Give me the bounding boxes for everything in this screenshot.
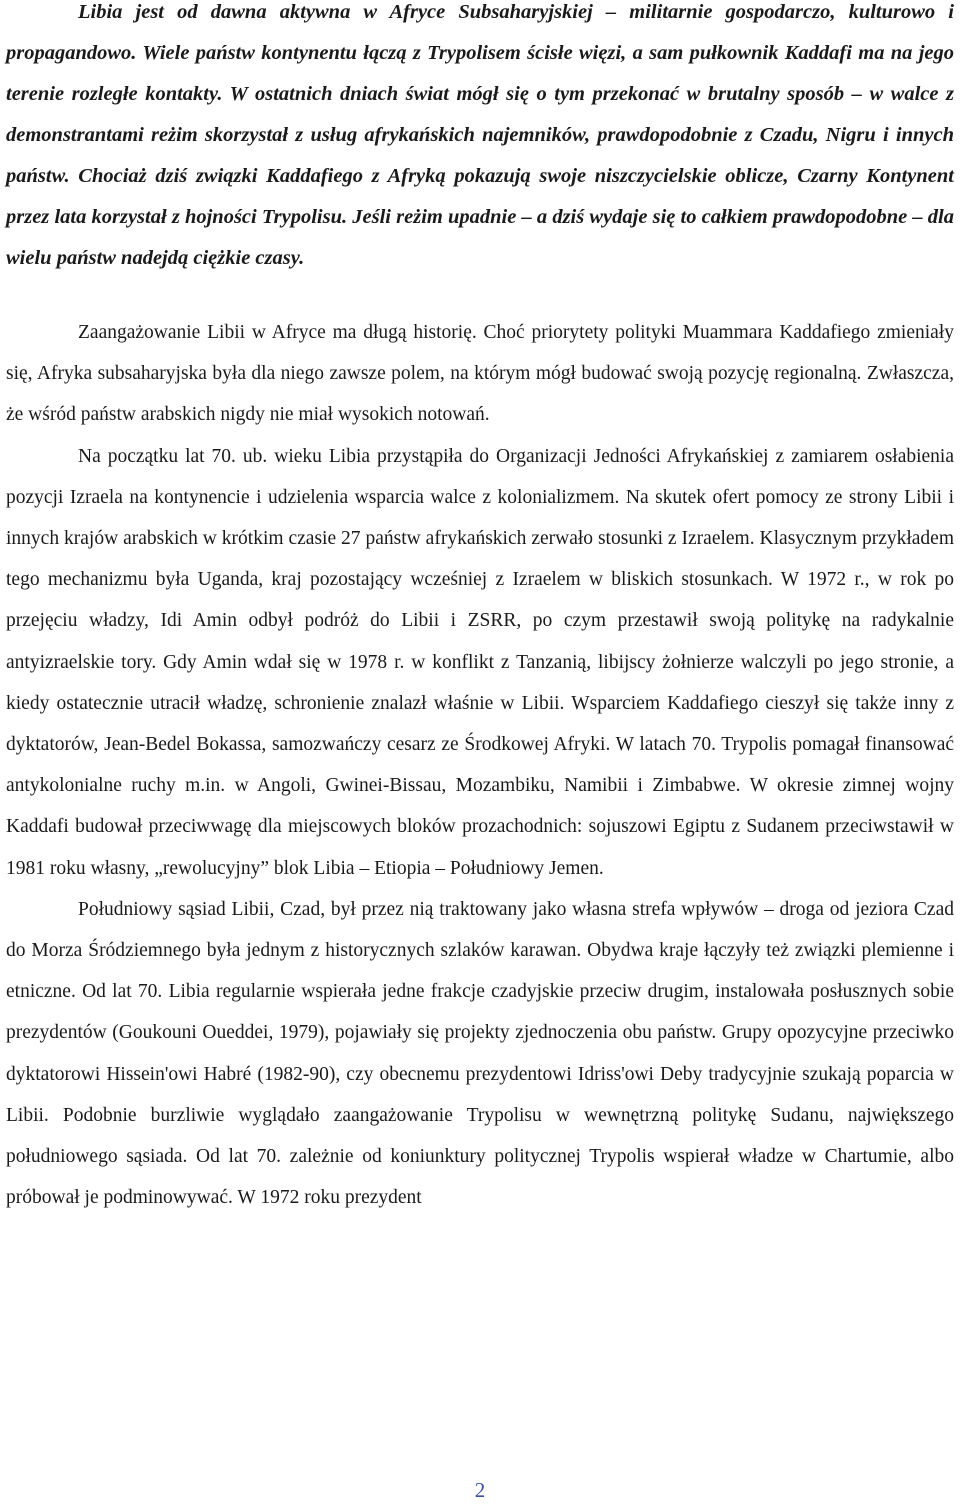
body-paragraph-3: Południowy sąsiad Libii, Czad, był przez nią traktowany jako własna strefa wpływów – droga od jeziora Czad do Morza Śródziemnego była jednym z historycznych szlaków karawan. Obydwa kraje łączyły też związki plemienne i etniczne. Od lat 70. Libia regularnie wspierała jedne frakcje czadyjskie przeciw drugim, instalowała posłusznych sobie prezydentów (Goukouni Oueddei, 1979), pojawiały się projekty zjednoczenia obu państw. Grupy opozycyjne przeciwko dyktatorowi Hissein'owi Habré (1982-90), czy obecnemu prezydentowi Idriss'owi Deby tradycyjnie szukają poparcia w Libii. Podobnie burzliwie wyglądało zaangażowanie Trypolisu w wewnętrzną politykę Sudanu, największego południowego sąsiada. Od lat 70. zależnie od koniunktury politycznej Trypolis wspierał władze w Chartumie, albo próbował je podminowywać. W 1972 roku prezydent [6, 898, 954, 1209]
document-page [6, 0, 954, 1218]
page-number: 2 [474, 1478, 486, 1502]
body-paragraph-1: Zaangażowanie Libii w Afryce ma długą historię. Choć priorytety polityki Muammara Kaddafiego zmieniały się, Afryka subsaharyjska była dla niego zawsze polem, na którym mógł budować swoją pozycję regionalną. Zwłaszcza, że wśród państw arabskich nigdy nie miał wysokich notowań. [6, 322, 954, 426]
lead-paragraph: Libia jest od dawna aktywna w Afryce Subsaharyjskiej – militarnie gospodarczo, kulturowo i propagandowo. Wiele państw kontynentu łączą z Trypolisem ścisłe więzi, a sam pułkownik Kaddafi ma na jego terenie rozległe kontakty. W ostatnich dniach świat mógł się o tym przekonać w brutalny sposób – w walce z demonstrantami reżim skorzystał z usług afrykańskich najemników, prawdopodobnie z Czadu, Nigru i innych państw. Chociaż dziś związki Kaddafiego z Afryką pokazują swoje niszczycielskie oblicze, Czarny Kontynent przez lata korzystał z hojności Trypolisu. Jeśli reżim upadnie – a dziś wydaje się to całkiem prawdopodobne – dla wielu państw nadejdą ciężkie czasy. [6, 1, 954, 269]
body-paragraph-2: Na początku lat 70. ub. wieku Libia przystąpiła do Organizacji Jedności Afrykańskiej z zamiarem osłabienia pozycji Izraela na kontynencie i udzielenia wsparcia walce z kolonializmem. Na skutek ofert pomocy ze strony Libii i innych krajów arabskich w krótkim czasie 27 państw afrykańskich zerwało stosunki z Izraelem. Klasycznym przykładem tego mechanizmu była Uganda, kraj pozostający wcześniej z Izraelem w bliskich stosunkach. W 1972 r., w rok po przejęciu władzy, Idi Amin odbył podróż do Libii i ZSRR, po czym przestawił swoją politykę na radykalnie antyizraelskie tory. Gdy Amin wdał się w 1978 r. w konflikt z Tanzanią, libijscy żołnierze walczyli po jego stronie, a kiedy ostatecznie utracił władzę, schronienie znalazł właśnie w Libii. Wsparciem Kaddafiego cieszył się także inny z dyktatorów, Jean-Bedel Bokassa, samozwańczy cesarz ze Środkowej Afryki. W latach 70. Trypolis pomagał finansować antykolonialne ruchy m.in. w Angoli, Gwinei-Bissau, Mozambiku, Namibii i Zimbabwe. W okresie zimnej wojny Kaddafi budował przeciwwagę dla miejscowych bloków prozachodnich: sojuszowi Egiptu z Sudanem przeciwstawił w 1981 roku własny, „rewolucyjny” blok Libia – Etiopia – Południowy Jemen. [6, 445, 954, 879]
